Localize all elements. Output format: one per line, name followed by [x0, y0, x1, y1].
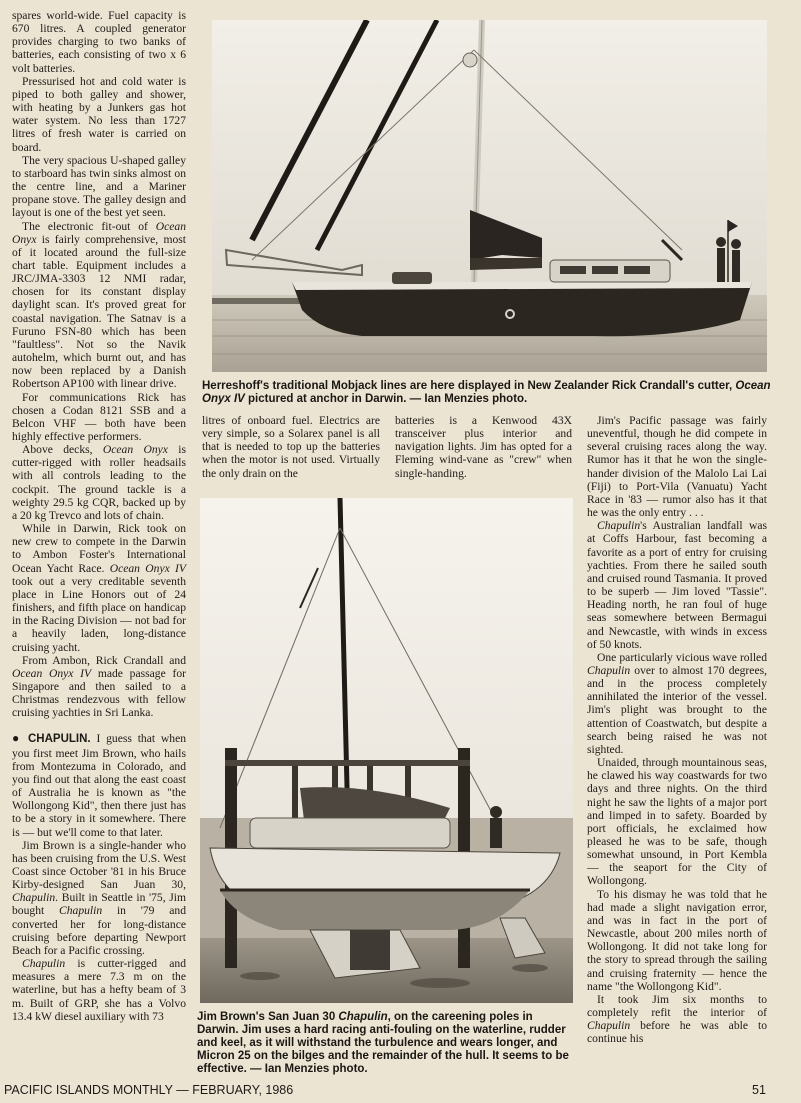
sailboat-at-anchor-illustration	[212, 20, 767, 372]
paragraph-ambon: From Ambon, Rick Crandall and Ocean Onyx IV made passage for Singapore and then sailed to a Christmas rendezvous with fellow cruising yachties in Sri Lanka.	[12, 653, 186, 720]
bullet-icon: ●	[12, 731, 23, 746]
article-column-1	[12, 9, 186, 1023]
photo-ocean-onyx	[212, 20, 767, 372]
photo-chapulin	[200, 498, 573, 1003]
careened-yacht-illustration	[200, 498, 573, 1003]
paragraph-jim-brown: Jim Brown is a single-hander who has been cruising from the U.S. West Coast since October '81 in his Bruce Kirby-designed San Juan 30, Chapulin. Built in Seattle in '75, Jim bought Chapulin in '79 and converted her for long-distance cruising before departing Newport Beach for a Pacific crossing.	[12, 838, 186, 957]
paragraph-electrics: litres of onboard fuel. Electrics are very simple, so a Solarex panel is all that is needed to top up the batteries when the motor is not used. Virtually the only drain on the	[202, 414, 380, 480]
article-column-2	[202, 414, 380, 480]
paragraph-wave: One particularly vicious wave rolled Chapulin over to almost 170 degrees, and in the process completely annihilated the interior of the vessel. Jim's plight was brought to the attention of Coastwatch, but despite a search being raised he was not sighted.	[587, 650, 767, 756]
paragraph-batteries: batteries is a Kenwood 43X transceiver plus interior and navigation lights. Jim has opted for a Fleming wind-vane as "crew" when single-handing.	[395, 414, 572, 480]
article-column-3	[395, 414, 572, 480]
publication-footer: PACIFIC ISLANDS MONTHLY — FEBRUARY, 1986	[4, 1083, 294, 1097]
paragraph-rig: Chapulin is cutter-rigged and measures a mere 7.3 m on the waterline, but has a hefty beam of 3 m. Built of GRP, she has a Volvo 13.4 kW diesel auxiliary with 73	[12, 957, 186, 1023]
page-number: 51	[752, 1083, 766, 1097]
paragraph-galley: The very spacious U-shaped galley to starboard has twin sinks almost on the centre line, and a Mariner propane stove. The galley design and layout is one of the best yet seen.	[12, 153, 186, 220]
paragraph-electronics: The electronic fit-out of Ocean Onyx is fairly comprehensive, most of it located around the full-size chart table. Equipment includes a JRC/JMA-3303 12 NMI radar, chosen for its constant display daylight scan. It's proved great for coastal navigation. The Satnav is a Furuno FSN-80 which has been "faultless". Not so the Navik autohelm, which burnt out, and has now been replaced by a Danish Robertson AP100 with linear drive.	[12, 219, 186, 391]
article-column-4	[587, 414, 767, 1046]
paragraph-darwin-race: While in Darwin, Rick took on new crew to compete in the Darwin to Ambon Foster's International Ocean Yacht Race. Ocean Onyx IV took out a very creditable seventh place in Line Honors out of 24 finishers, and fifth place on handicap in the Racing Division — not bad for a heavily laden, long-distance cruising yacht.	[12, 522, 186, 654]
paragraph-fuel: spares world-wide. Fuel capacity is 670 litres. A coupled generator provides charging to two banks of batteries, each consisting of two x 6 volt batteries.	[12, 9, 186, 75]
paragraph-chapulin-intro: ● CHAPULIN. I guess that when you first meet Jim Brown, who hails from Montezuma in Colorado, and you find out that along the east coast of Australia he is known as "the Wollongong Kid", then there just has to be a story in it somewhere. There is — but we'll come to that later.	[12, 731, 187, 839]
paragraph-landfall: Chapulin's Australian landfall was at Coffs Harbour, fast becoming a favorite as a port of entry for cruising yachties. From there he sailed south and cruised round Tasmania. It proved to be superb — Jim loved "Tassie". Heading north, he ran foul of huge seas somewhere between Bermagui and Newcastle, with winds in excess of 50 knots.	[587, 519, 767, 651]
paragraph-deck: Above decks, Ocean Onyx is cutter-rigged with roller headsails with all controls leading to the cockpit. The ground tackle is a weighty 29.5 kg CQR, backed up by a 20 kg Trevco and lots of chain.	[12, 443, 186, 522]
paragraph-dismay: To his dismay he was told that he had made a slight navigation error, and was in fact in the port of Newcastle, about 200 miles north of Wollongong. It did not take long for the story to spread through the sailing and cruising fraternity — hence the name "the Wollongong Kid".	[587, 887, 767, 993]
paragraph-pacific-passage: Jim's Pacific passage was fairly uneventful, though he did compete in several cruising races along the way. Rumor has it that he won the single-hander division of the Malolo Lai Lai (Fiji) to Port-Vila (Vanuatu) Yacht Race in '83 — rumor also has it that he was the only entry . . .	[587, 414, 767, 520]
paragraph-unaided: Unaided, through mountainous seas, he clawed his way coastwards for two days and three nights. On the third night he saw the lights of a major port and limped in to safety. Boarded by port officials, he exclaimed how pleased he was to be safe, though somewhat unsound, in Port Kembla — the seaport for the City of Wollongong.	[587, 756, 767, 888]
paragraph-communications: For communications Rick has chosen a Codan 8121 SSB and a Belcon VHF — both have been highly effective performers.	[12, 390, 186, 443]
paragraph-refit: It took Jim six months to completely refit the interior of Chapulin before he was able to continue his	[587, 992, 767, 1046]
paragraph-water: Pressurised hot and cold water is piped to both galley and shower, with heating by a Junkers gas hot water system. No less than 1727 litres of fresh water is carried on board.	[12, 74, 186, 154]
photo-caption-bottom: Jim Brown's San Juan 30 Chapulin, on the careening poles in Darwin. Jim uses a hard racing anti-fouling on the waterline, rudder and keel, as it will withstand the turbulence and wears longer, and Micron 25 on the bilges and the remainder of the hull. It seems to be effective. — Ian Menzies photo.	[197, 1011, 569, 1075]
photo-caption-top: Herreshoff's traditional Mobjack lines are here displayed in New Zealander Rick Crandall's cutter, Ocean Onyx IV pictured at anchor in Darwin. — Ian Menzies photo.	[202, 380, 771, 405]
section-heading-chapulin: CHAPULIN.	[28, 733, 91, 746]
